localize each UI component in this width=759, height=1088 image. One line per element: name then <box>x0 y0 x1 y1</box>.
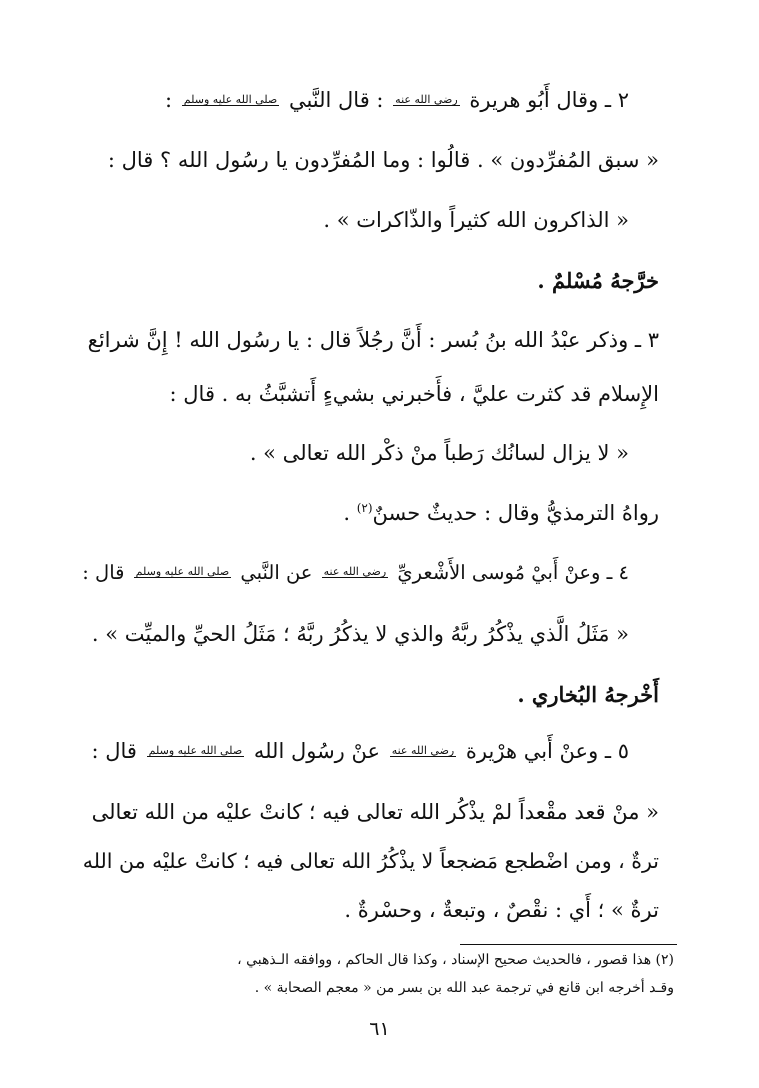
footnote-line-1: (٢) هذا قصور ، فالحديث صحيح الإسناد ، وكذا قال الحاكم ، ووافقه الـذهبي ، <box>237 952 674 968</box>
hadith-5-intro <box>92 741 629 762</box>
hadith-4-qala: قال : <box>82 561 125 584</box>
hadith-3-intro-1: ٣ ـ وذكر عبْدُ الله بنُ بُسر : أَنَّ رجُلاً قال : يا رسُول الله ! إِنَّ شرائع <box>87 328 659 352</box>
hadith-2-text-2: « الذاكرون الله كثيراً والذّاكرات » . <box>323 208 629 232</box>
hadith-2-source: خرَّجهُ مُسْلمٌ . <box>537 268 659 293</box>
hadith-5-text-1: « منْ قعد مقْعداً لمْ يذْكُر الله تعالى فيه ؛ كانتْ عليْه من الله تعالى <box>91 800 659 824</box>
radi-allahu-anhu-seal: رضي الله عنه <box>395 93 458 106</box>
hadith-3-source-text: رواهُ الترمذيُّ وقال : حديثٌ حسنٌ <box>372 501 659 525</box>
salla-allahu-alayhi-seal: صلى الله عليه وسلم <box>183 93 278 106</box>
hadith-5-text-2: ترةٌ ، ومن اضْطجع مَضجعاً لا يذْكُرُ الله تعالى فيه ؛ كانتْ عليْه من الله <box>82 849 659 873</box>
footnote-separator <box>460 944 677 945</box>
radi-allahu-anhu-seal: رضي الله عنه <box>323 565 387 578</box>
page-number: ٦١ <box>369 1018 390 1040</box>
salla-allahu-alayhi-seal: صلى الله عليه وسلم <box>135 565 230 578</box>
hadith-4-intro <box>82 563 629 583</box>
hadith-3-source <box>343 502 659 524</box>
footnote-ref: (٢) <box>356 501 373 515</box>
hadith-3-source-end: . <box>343 501 351 525</box>
hadith-4-source: أَخْرجهُ البُخاري . <box>517 682 659 707</box>
hadith-5-qala: قال : <box>91 739 137 763</box>
hadith-5-text-3: ترةٌ » ؛ أَي : نقْصٌ ، وتبعةٌ ، وحسْرةٌ . <box>344 898 659 922</box>
hadith-2-colon: : <box>165 88 173 112</box>
hadith-3-text: « لا يزال لسانُك رَطباً منْ ذكْر الله تعالى » . <box>249 441 629 465</box>
hadith-5-narrator: ٥ ـ وعنْ أَبي هرْيرة <box>465 739 629 763</box>
hadith-3-intro-2: الإِسلام قد كثرت عليَّ ، فأَخبرني بشيءٍ أَتشبَّثُ به . قال : <box>169 382 659 406</box>
hadith-4-attribution: عن النَّبي <box>240 561 313 584</box>
hadith-2-intro <box>165 90 629 111</box>
footnote-line-2: وقـد أخرجه ابن قانع في ترجمة عبد الله بن بسر من « معجم الصحابة » . <box>254 980 674 996</box>
hadith-2-narrator: ٢ ـ وقال أَبُو هريرة <box>469 88 629 112</box>
hadith-4-narrator: ٤ ـ وعنْ أَبيْ مُوسى الأَشْعريِّ <box>397 561 629 584</box>
salla-allahu-alayhi-seal: صلى الله عليه وسلم <box>148 744 243 757</box>
hadith-4-text: « مَثَلُ الَّذي يذْكُرُ ربَّهُ والذي لا يذكُرُ ربَّهُ ؛ مَثَلُ الحيِّ والميِّت » . <box>91 622 629 646</box>
hadith-5-attribution: عنْ رسُول الله <box>253 739 380 763</box>
radi-allahu-anhu-seal: رضي الله عنه <box>391 744 455 757</box>
hadith-2-text-1: « سبق المُفرِّدون » . قالُوا : وما المُفرِّدون يا رسُول الله ؟ قال : <box>107 148 659 172</box>
hadith-2-attribution: : قال النَّبي <box>288 88 384 112</box>
